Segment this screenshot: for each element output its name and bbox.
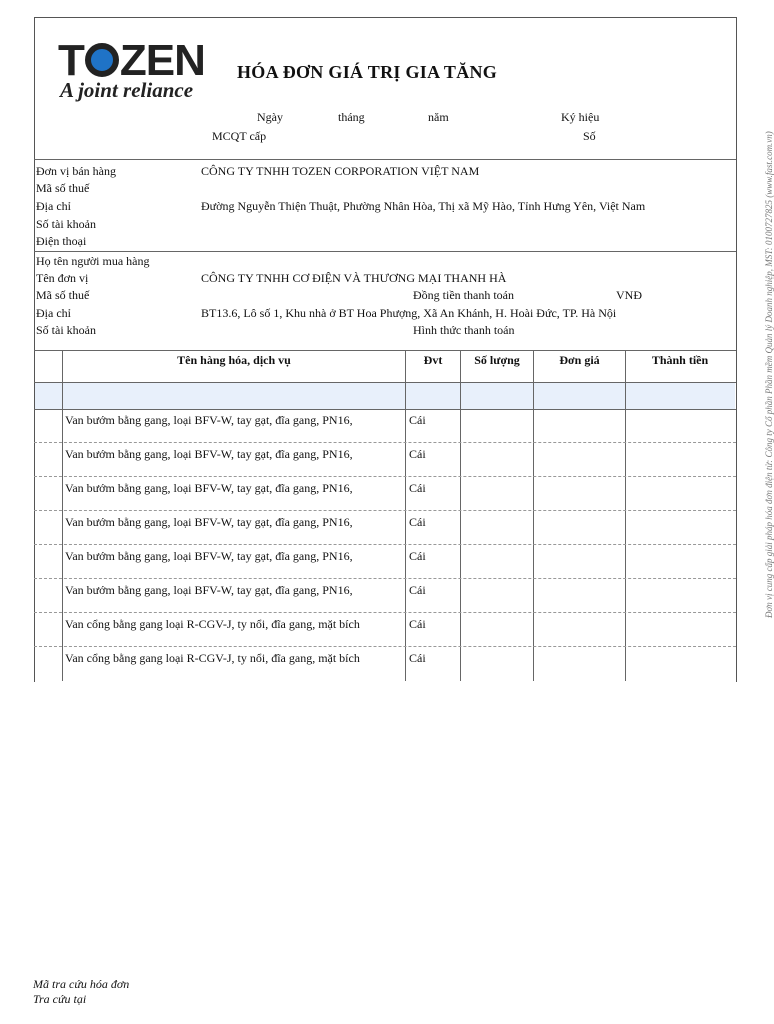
header-sub-band <box>35 383 735 409</box>
company-logo <box>52 38 226 104</box>
symbol-label: Ký hiệu <box>561 110 600 124</box>
date-day-label: Ngày <box>257 110 283 124</box>
seller-unit-label: Đơn vị bán hàng <box>36 164 116 178</box>
date-month-label: tháng <box>338 110 365 124</box>
row-item-unit: Cái <box>409 447 426 461</box>
buyer-account-label: Số tài khoản <box>36 323 96 337</box>
number-label: Số <box>583 129 596 143</box>
col-header-unit: Đvt <box>423 353 443 367</box>
payment-method-label: Hình thức thanh toán <box>413 323 515 337</box>
col-header-qty: Số lượng <box>474 353 520 367</box>
row-item-unit: Cái <box>409 583 426 597</box>
invoice-title: HÓA ĐƠN GIÁ TRỊ GIA TĂNG <box>237 62 498 82</box>
provider-side-note-text: Đơn vị cung cấp giải pháp hóa đơn điện tử: Công ty Cổ phần Phần mềm Quản lý Doanh nghiệp, MST: 0100727825 (www.fast.com.vn) <box>764 131 774 618</box>
table-row <box>34 511 736 545</box>
logo-wordmark: T ZEN <box>58 36 205 85</box>
lookup-code-label: Mã tra cứu hóa đơn <box>33 977 130 991</box>
col-header-amount: Thành tiền <box>651 353 709 367</box>
buyer-name-label: Họ tên người mua hàng <box>36 254 150 268</box>
date-year-label: năm <box>428 110 449 124</box>
seller-address-value: Đường Nguyễn Thiện Thuật, Phường Nhân Hòa, Thị xã Mỹ Hào, Tỉnh Hưng Yên, Việt Nam <box>201 199 646 213</box>
divider <box>34 382 736 383</box>
table-row <box>34 409 736 443</box>
seller-phone-label: Điện thoại <box>36 234 87 248</box>
divider <box>34 251 736 252</box>
buyer-address-label: Địa chỉ <box>36 306 71 320</box>
table-row <box>34 613 736 647</box>
seller-address-label: Địa chỉ <box>36 199 71 213</box>
row-item-name: Van bướm bằng gang, loại BFV-W, tay gạt, đĩa gang, PN16, <box>65 447 353 461</box>
table-row <box>34 579 736 613</box>
row-item-unit: Cái <box>409 651 426 665</box>
row-item-name: Van bướm bằng gang, loại BFV-W, tay gạt, đĩa gang, PN16, <box>65 515 353 529</box>
row-item-unit: Cái <box>409 413 426 427</box>
table-row <box>34 647 736 681</box>
buyer-unit-label: Tên đơn vị <box>36 271 89 285</box>
row-item-name: Van bướm bằng gang, loại BFV-W, tay gạt, đĩa gang, PN16, <box>65 583 353 597</box>
table-row <box>34 545 736 579</box>
divider <box>34 159 736 160</box>
mcqt-label: MCQT cấp <box>212 129 267 143</box>
table-row <box>34 477 736 511</box>
col-header-name: Tên hàng hóa, dịch vụ <box>177 353 291 367</box>
row-item-unit: Cái <box>409 515 426 529</box>
currency-value: VNĐ <box>616 288 642 302</box>
logo-o-mark <box>85 43 119 77</box>
lookup-at-label: Tra cứu tại <box>33 992 87 1006</box>
row-item-name: Van cổng bằng gang loại R-CGV-J, ty nổi, đĩa gang, mặt bích <box>65 617 360 631</box>
row-item-unit: Cái <box>409 549 426 563</box>
provider-side-note <box>752 88 774 628</box>
col-header-price: Đơn giá <box>559 353 600 367</box>
buyer-tax-label: Mã số thuế <box>36 288 90 302</box>
buyer-address-value: BT13.6, Lô số 1, Khu nhà ở BT Hoa Phượng, Xã An Khánh, H. Hoài Đức, TP. Hà Nội <box>201 306 617 320</box>
seller-tax-label: Mã số thuế <box>36 181 90 195</box>
currency-label: Đồng tiền thanh toán <box>413 288 514 302</box>
row-item-unit: Cái <box>409 617 426 631</box>
table-row <box>34 443 736 477</box>
row-item-name: Van cổng bằng gang loại R-CGV-J, ty nổi, đĩa gang, mặt bích <box>65 651 360 665</box>
row-item-name: Van bướm bằng gang, loại BFV-W, tay gạt, đĩa gang, PN16, <box>65 481 353 495</box>
seller-account-label: Số tài khoản <box>36 217 96 231</box>
buyer-unit-value: CÔNG TY TNHH CƠ ĐIỆN VÀ THƯƠNG MẠI THANH HÀ <box>201 271 507 285</box>
row-item-name: Van bướm bằng gang, loại BFV-W, tay gạt, đĩa gang, PN16, <box>65 413 353 427</box>
row-item-name: Van bướm bằng gang, loại BFV-W, tay gạt, đĩa gang, PN16, <box>65 549 353 563</box>
seller-unit-value: CÔNG TY TNHH TOZEN CORPORATION VIỆT NAM <box>201 164 480 178</box>
logo-tagline: A joint reliance <box>60 78 194 102</box>
row-item-unit: Cái <box>409 481 426 495</box>
